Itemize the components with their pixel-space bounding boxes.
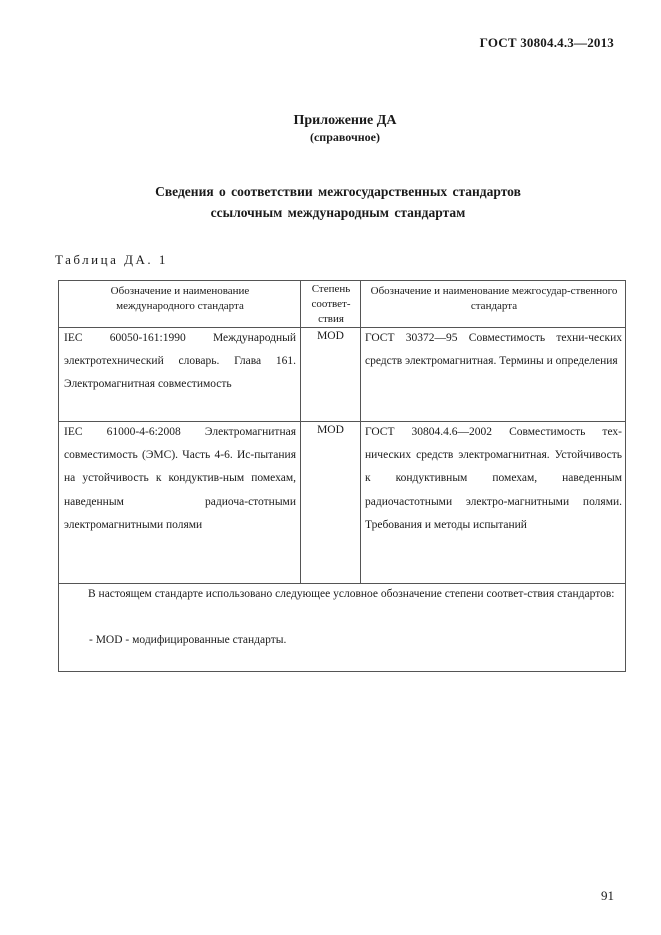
section-title-line1: Сведения о соответствии межгосударственных стандартов [155,184,521,199]
row2-international: IEC 61000-4-6:2008 Электромагнитная совместимость (ЭМС). Часть 4-6. Ис-пытания на устойчивость к кондуктив-ным помехам, наведенным радиоча-стотными электромагнитными полями [64,426,296,531]
appendix-title: Приложение ДА [293,113,397,128]
row2-interstate: ГОСТ 30804.4.6—2002 Совместимость тех-нических средств электромагнитная. Устойчивость к кондуктивным помехам, наведенным радиочастотными электро-магнитными полями. Требования и методы испытаний [365,426,622,531]
header-interstate: Обозначение и наименование межгосудар-ственного стандарта [370,285,618,312]
row1-international: IEC 60050-161:1990 Международный электротехнический словарь. Глава 161. Электромагнитная совместимость [64,332,296,391]
row1-interstate: ГОСТ 30372—95 Совместимость техни-ческих средств электромагнитная. Термины и определения [365,332,622,368]
section-title [0,181,661,223]
standards-table [58,280,626,672]
table-note-mod: - MOD - модифицированные стандарты. [89,634,287,646]
row1-degree: MOD [317,330,344,342]
appendix-subtitle: (справочное) [309,130,380,144]
header-international: Обозначение и наименование международного стандарта [110,285,250,312]
section-title-line2: ссылочным международным стандартам [210,205,466,220]
table-note: В настоящем стандарте использовано следующее условное обозначение степени соответ-ствия стандартов: [88,588,615,600]
row2-degree: MOD [317,424,344,436]
standard-code-header: ГОСТ 30804.4.3—2013 [479,35,614,50]
page-number: 91 [601,888,614,903]
table-caption: Таблица ДА. 1 [55,252,168,267]
header-degree: Степень соответ-ствия [311,283,351,325]
